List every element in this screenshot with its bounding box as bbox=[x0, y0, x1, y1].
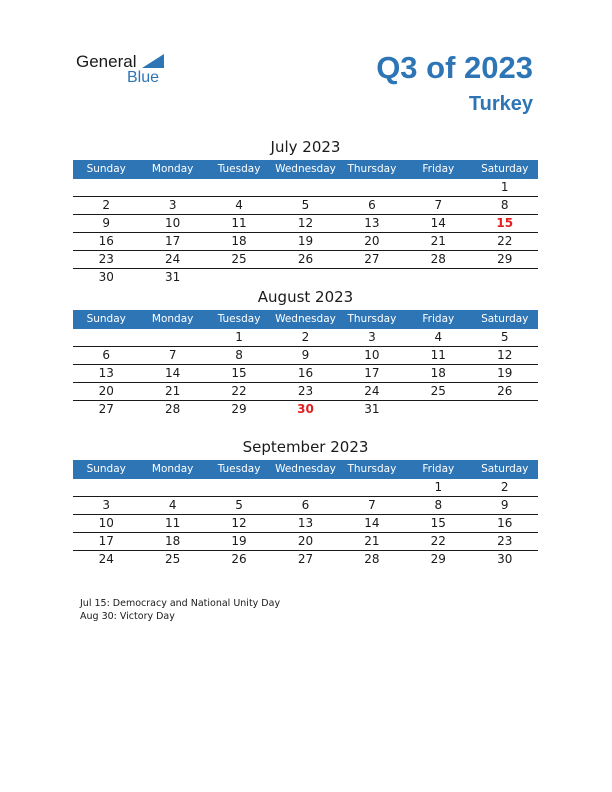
week-row bbox=[73, 401, 538, 418]
week-row bbox=[73, 479, 538, 497]
weekday-label: Sunday bbox=[86, 463, 126, 475]
day-cell: 28 bbox=[364, 552, 380, 566]
logo bbox=[76, 52, 186, 92]
day-cell: 14 bbox=[164, 366, 181, 380]
day-cell: 25 bbox=[231, 252, 247, 266]
weekday-label: Friday bbox=[422, 163, 455, 175]
day-cell: 29 bbox=[231, 402, 247, 416]
day-cell: 16 bbox=[297, 366, 314, 380]
day-cell: 6 bbox=[301, 498, 310, 512]
holiday-note: Aug 30: Victory Day bbox=[80, 611, 175, 622]
month-title: July 2023 bbox=[270, 138, 341, 156]
day-cell bbox=[139, 479, 205, 496]
day-cell bbox=[206, 479, 272, 496]
day-cell bbox=[73, 479, 139, 496]
week-row bbox=[73, 551, 538, 568]
day-cell: 24 bbox=[98, 552, 114, 566]
day-cell: 28 bbox=[164, 402, 181, 416]
day-cell: 3 bbox=[368, 330, 376, 344]
weekday-header bbox=[73, 310, 538, 329]
day-cell bbox=[339, 269, 405, 286]
day-cell: 11 bbox=[164, 516, 181, 530]
day-cell: 8 bbox=[235, 348, 243, 362]
day-cell: 13 bbox=[297, 516, 314, 530]
day-cell bbox=[472, 269, 538, 286]
day-cell: 21 bbox=[430, 234, 446, 248]
weekday-label: Monday bbox=[151, 163, 194, 175]
day-cell: 18 bbox=[231, 234, 247, 248]
day-cell: 5 bbox=[500, 330, 509, 344]
day-cell: 4 bbox=[168, 498, 177, 512]
weekday-label: Sunday bbox=[86, 163, 126, 175]
day-cell: 8 bbox=[500, 198, 509, 212]
weekday-label: Sunday bbox=[86, 313, 126, 325]
day-cell bbox=[139, 179, 205, 196]
weekday-header bbox=[73, 160, 538, 179]
day-cell: 30 bbox=[98, 270, 114, 284]
day-cell: 9 bbox=[102, 216, 111, 230]
day-cell bbox=[405, 269, 471, 286]
day-cell: 16 bbox=[497, 516, 513, 530]
day-cell bbox=[405, 179, 471, 196]
holiday-note: Jul 15: Democracy and National Unity Day bbox=[80, 598, 281, 609]
day-cell: 6 bbox=[102, 348, 111, 362]
week-row bbox=[73, 533, 538, 551]
weekday-label: Tuesday bbox=[217, 163, 261, 175]
day-cell: 22 bbox=[231, 384, 247, 398]
day-cell: 21 bbox=[164, 384, 181, 398]
day-cell: 17 bbox=[164, 234, 181, 248]
week-row bbox=[73, 251, 538, 269]
day-cell: 16 bbox=[98, 234, 114, 248]
logo-general-text: General bbox=[76, 52, 137, 71]
day-cell: 1 bbox=[434, 480, 443, 494]
day-cell: 7 bbox=[168, 348, 177, 362]
week-row bbox=[73, 269, 538, 286]
day-cell: 10 bbox=[98, 516, 114, 530]
day-cell: 4 bbox=[235, 198, 243, 212]
day-cell bbox=[73, 329, 139, 346]
day-cell: 19 bbox=[497, 366, 513, 380]
day-cell: 23 bbox=[98, 252, 114, 266]
day-cell: 12 bbox=[297, 216, 314, 230]
weekday-label: Tuesday bbox=[217, 313, 261, 325]
day-cell: 17 bbox=[364, 366, 380, 380]
weekday-label: Saturday bbox=[481, 163, 529, 175]
month-calendar-july bbox=[73, 137, 538, 286]
day-cell: 22 bbox=[430, 534, 446, 548]
day-cell: 1 bbox=[500, 180, 509, 194]
month-calendar-september bbox=[73, 437, 538, 568]
day-cell: 27 bbox=[364, 252, 380, 266]
page-title: Q3 of 2023 bbox=[376, 50, 533, 85]
weekday-label: Saturday bbox=[481, 313, 529, 325]
day-cell: 12 bbox=[231, 516, 247, 530]
day-cell: 1 bbox=[235, 330, 243, 344]
day-cell bbox=[206, 179, 272, 196]
day-cell bbox=[272, 479, 338, 496]
day-cell: 29 bbox=[430, 552, 446, 566]
weekday-label: Friday bbox=[422, 313, 455, 325]
weekday-header bbox=[73, 460, 538, 479]
day-cell: 14 bbox=[364, 516, 380, 530]
day-cell: 11 bbox=[430, 348, 446, 362]
day-cell: 31 bbox=[164, 270, 181, 284]
week-row bbox=[73, 383, 538, 401]
day-cell: 2 bbox=[301, 330, 310, 344]
day-cell: 26 bbox=[231, 552, 247, 566]
day-cell bbox=[472, 401, 538, 418]
day-cell: 15 bbox=[430, 516, 446, 530]
day-cell: 18 bbox=[430, 366, 446, 380]
day-cell: 24 bbox=[164, 252, 181, 266]
week-row bbox=[73, 233, 538, 251]
week-row bbox=[73, 515, 538, 533]
weekday-label: Monday bbox=[151, 463, 194, 475]
weekday-label: Saturday bbox=[481, 463, 529, 475]
weekday-label: Thursday bbox=[347, 463, 397, 475]
weekday-label: Tuesday bbox=[217, 463, 261, 475]
day-cell: 7 bbox=[368, 498, 376, 512]
day-cell: 5 bbox=[301, 198, 310, 212]
day-cell: 8 bbox=[434, 498, 443, 512]
weekday-label: Thursday bbox=[347, 163, 397, 175]
day-cell: 9 bbox=[500, 498, 509, 512]
day-cell: 20 bbox=[364, 234, 380, 248]
day-cell: 18 bbox=[164, 534, 181, 548]
day-cell: 27 bbox=[297, 552, 314, 566]
day-cell bbox=[272, 269, 338, 286]
day-cell: 24 bbox=[364, 384, 380, 398]
week-row bbox=[73, 215, 538, 233]
day-cell: 25 bbox=[430, 384, 446, 398]
day-cell bbox=[73, 179, 139, 196]
day-cell: 29 bbox=[497, 252, 513, 266]
logo-blue-text: Blue bbox=[127, 69, 160, 86]
day-cell: 27 bbox=[98, 402, 114, 416]
day-cell: 12 bbox=[497, 348, 513, 362]
week-row bbox=[73, 347, 538, 365]
day-cell: 28 bbox=[430, 252, 446, 266]
week-row bbox=[73, 329, 538, 347]
day-cell bbox=[139, 329, 205, 346]
day-cell: 19 bbox=[231, 534, 247, 548]
week-row bbox=[73, 497, 538, 515]
day-cell: 5 bbox=[235, 498, 243, 512]
country-label: Turkey bbox=[468, 93, 533, 115]
day-cell: 31 bbox=[364, 402, 380, 416]
day-cell: 21 bbox=[364, 534, 380, 548]
day-cell: 2 bbox=[102, 198, 111, 212]
day-cell: 3 bbox=[168, 198, 177, 212]
day-cell: 9 bbox=[301, 348, 310, 362]
day-cell: 26 bbox=[297, 252, 314, 266]
day-cell: 6 bbox=[368, 198, 376, 212]
day-cell bbox=[339, 179, 405, 196]
weekday-label: Friday bbox=[422, 463, 455, 475]
weekday-label: Wednesday bbox=[275, 163, 336, 175]
day-cell: 10 bbox=[364, 348, 380, 362]
month-title: September 2023 bbox=[242, 438, 369, 456]
day-cell: 19 bbox=[297, 234, 314, 248]
day-cell bbox=[339, 479, 405, 496]
day-cell: 22 bbox=[497, 234, 513, 248]
logo-triangle-icon bbox=[142, 54, 164, 68]
day-cell: 2 bbox=[500, 480, 509, 494]
day-cell: 25 bbox=[164, 552, 181, 566]
holiday-notes bbox=[80, 597, 280, 623]
day-cell: 14 bbox=[430, 216, 446, 230]
day-cell bbox=[206, 269, 272, 286]
weekday-label: Thursday bbox=[347, 313, 397, 325]
week-row bbox=[73, 179, 538, 197]
day-cell: 26 bbox=[497, 384, 513, 398]
day-cell: 3 bbox=[102, 498, 111, 512]
day-cell: 20 bbox=[297, 534, 314, 548]
holiday-day-cell: 15 bbox=[496, 216, 514, 230]
week-row bbox=[73, 197, 538, 215]
day-cell: 30 bbox=[497, 552, 513, 566]
month-calendar-august bbox=[73, 287, 538, 418]
day-cell: 23 bbox=[297, 384, 314, 398]
day-cell: 15 bbox=[231, 366, 247, 380]
day-cell: 11 bbox=[231, 216, 247, 230]
month-title: August 2023 bbox=[257, 288, 354, 306]
day-cell: 17 bbox=[98, 534, 114, 548]
day-cell: 10 bbox=[164, 216, 181, 230]
week-row bbox=[73, 365, 538, 383]
day-cell: 4 bbox=[434, 330, 443, 344]
day-cell: 13 bbox=[98, 366, 114, 380]
day-cell: 23 bbox=[497, 534, 513, 548]
day-cell: 20 bbox=[98, 384, 114, 398]
day-cell: 7 bbox=[434, 198, 443, 212]
weekday-label: Monday bbox=[151, 313, 194, 325]
holiday-day-cell: 30 bbox=[297, 402, 314, 416]
day-cell bbox=[272, 179, 338, 196]
day-cell bbox=[405, 401, 471, 418]
day-cell: 13 bbox=[364, 216, 380, 230]
weekday-label: Wednesday bbox=[275, 463, 336, 475]
weekday-label: Wednesday bbox=[275, 313, 336, 325]
